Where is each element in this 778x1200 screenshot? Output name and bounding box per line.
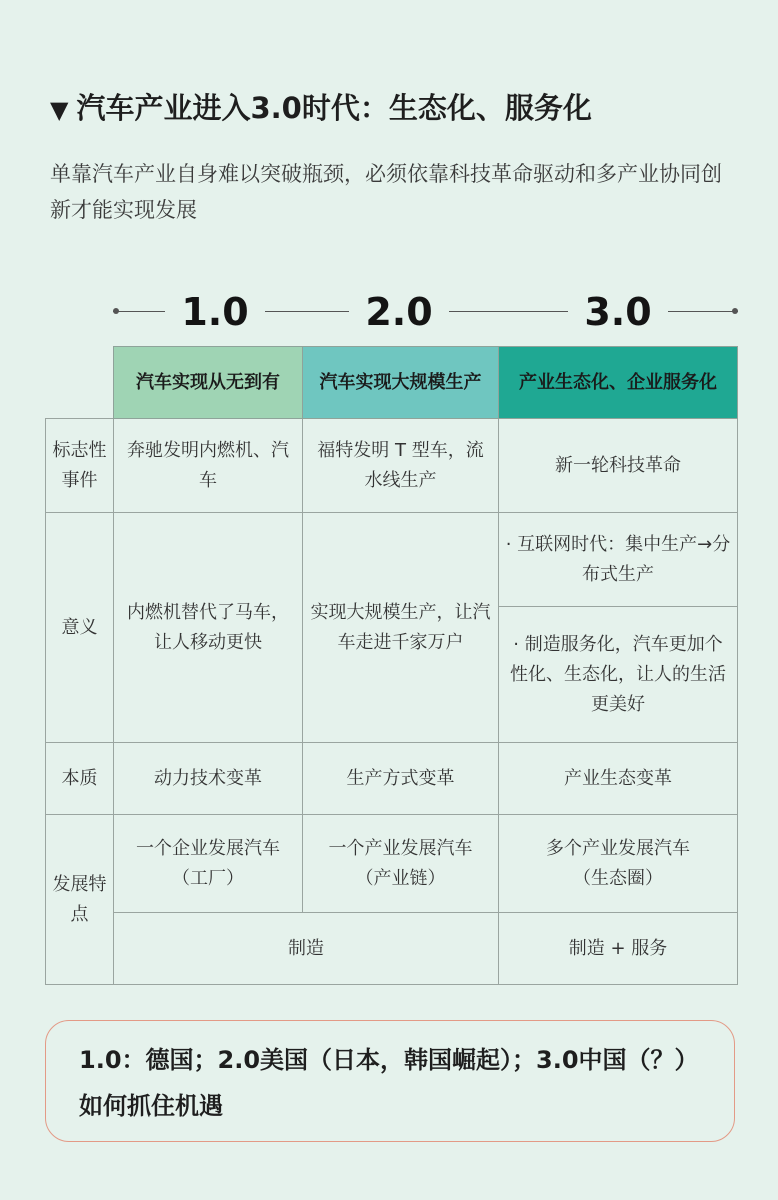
table-row-meaning-a	[46, 513, 738, 607]
features-3-sub: （生态圈）	[573, 867, 663, 889]
intro-paragraph: 单靠汽车产业自身难以突破瓶颈，必须依靠科技革命驱动和多产业协同创新才能实现发展	[50, 162, 722, 222]
cell-events-2: 福特发明 T 型车，流水线生产	[303, 419, 499, 513]
cell-meaning-1: 内燃机替代了马车，让人移动更快	[114, 513, 303, 743]
table-row-events	[46, 419, 738, 513]
cell-meaning-2: 实现大规模生产，让汽车走进千家万户	[303, 513, 499, 743]
summary-callout	[45, 1020, 735, 1142]
section-heading	[50, 86, 592, 127]
timeline-start-dot	[113, 308, 119, 314]
cell-meaning-3a: · 互联网时代：集中生产→分布式生产	[499, 513, 738, 607]
table-header-row	[46, 347, 738, 419]
cell-features-3-bottom: 制造 + 服务	[499, 913, 738, 985]
table-row-features-b	[46, 913, 738, 985]
header-corner	[46, 347, 114, 419]
features-2-sub: （产业链）	[355, 867, 446, 889]
cell-events-3: 新一轮科技革命	[499, 419, 738, 513]
features-2-main: 一个产业发展汽车	[328, 837, 473, 859]
row-label-features: 发展特点	[46, 815, 114, 985]
cell-essence-2: 生产方式变革	[303, 743, 499, 815]
row-label-meaning: 意义	[46, 513, 114, 743]
row-label-essence: 本质	[46, 743, 114, 815]
version-timeline	[113, 292, 738, 332]
cell-features-merged: 制造	[114, 913, 499, 985]
callout-line-2: 如何抓住机遇	[79, 1092, 223, 1120]
comparison-table	[45, 346, 738, 985]
cell-essence-3: 产业生态变革	[499, 743, 738, 815]
header-3-0: 产业生态化、企业服务化	[499, 347, 738, 419]
features-3-main: 多个产业发展汽车	[546, 837, 690, 859]
features-1-main: 一个企业发展汽车	[136, 837, 280, 859]
cell-meaning-3b: · 制造服务化，汽车更加个性化、生态化，让人的生活更美好	[499, 607, 738, 743]
row-label-events: 标志性事件	[46, 419, 114, 513]
table-row-features-a	[46, 815, 738, 913]
cell-essence-1: 动力技术变革	[114, 743, 303, 815]
version-1-label: 1.0	[165, 292, 265, 332]
heading-text: 汽车产业进入3.0时代：生态化、服务化	[76, 91, 592, 125]
callout-line-1: 1.0：德国；2.0美国（日本，韩国崛起）；3.0中国（？）	[79, 1046, 699, 1074]
cell-features-2	[303, 815, 499, 913]
table-row-essence	[46, 743, 738, 815]
features-1-sub: （工厂）	[172, 867, 244, 889]
triangle-icon: ▼	[50, 96, 69, 124]
cell-events-1: 奔驰发明内燃机、汽车	[114, 419, 303, 513]
timeline-end-dot	[732, 308, 738, 314]
header-1-0: 汽车实现从无到有	[114, 347, 303, 419]
version-3-label: 3.0	[568, 292, 668, 332]
version-2-label: 2.0	[349, 292, 449, 332]
cell-features-3	[499, 815, 738, 913]
header-2-0: 汽车实现大规模生产	[303, 347, 499, 419]
cell-features-1	[114, 815, 303, 913]
